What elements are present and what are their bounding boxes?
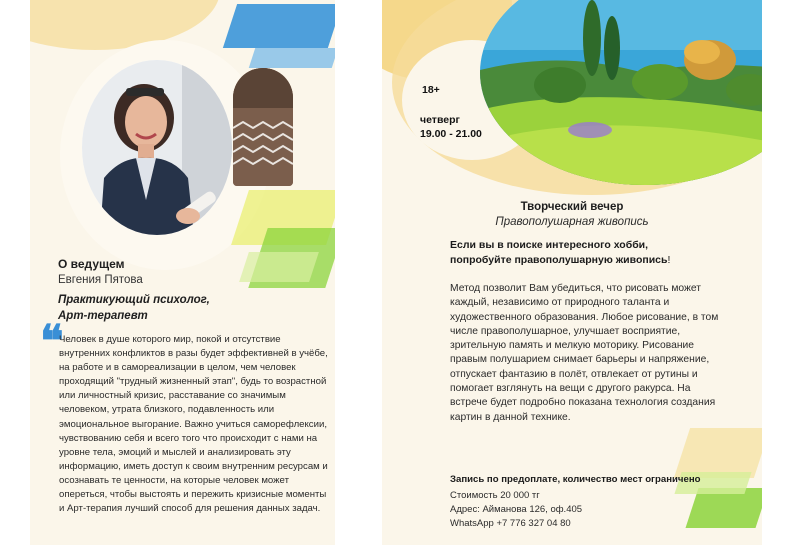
yellow-blob-top (30, 0, 220, 50)
lightgreen-brush-stroke (239, 252, 319, 282)
price: Стоимость 20 000 тг (450, 490, 540, 501)
event-day: четверг (420, 114, 460, 126)
blue-brush-stroke-2 (249, 48, 335, 68)
blue-brush-stroke (223, 4, 335, 48)
event-title: Творческий вечер (520, 201, 624, 213)
age-rating: 18+ (422, 84, 440, 96)
green-brush-bottom (686, 488, 762, 528)
event-time: 19.00 - 21.00 (420, 128, 482, 140)
host-photo (82, 60, 232, 235)
event-description: Метод позволит Вам убедиться, что рисовать может каждый, независимо от природного таланта и художественного образования. Любое рисование, в том числе правополушарное, улучшает восприятие, зрительную память и мелкую моторику. Рисование правым полушарием снимает барьеры и напряжение, отпускает фантазию в полёт, отвлекает от рутины и помогает взглянуть на вещи с другого ракурса. На встрече будет подробно показана технология создания картин в данной технике. (450, 283, 719, 423)
host-role-line-2: Арт-терапевт (58, 310, 148, 322)
event-subtitle: Правополушарная живопись (495, 216, 649, 228)
quote-icon: ❝ (40, 316, 64, 367)
lead-line-2: попробуйте правополушарную живопись (450, 254, 668, 266)
lead-line-2-tail: ! (667, 254, 671, 266)
host-role (58, 292, 298, 324)
address: Адрес: Айманова 126, оф.405 (450, 504, 583, 515)
event-page (382, 0, 762, 545)
host-heading: О ведущем (58, 257, 125, 271)
host-quote: Человек в душе которого мир, покой и отсутствие внутренних конфликтов в разы будет эффективней в учёбе, на работе и в самореализации в целом, чем человек проходящий "трудный жизненный этап", будь то возрастной или личностный кризис, расставание со значимым человеком, утрата близкого, подавленность или эмоциональное выгорание. Важно учиться саморефлексии, чувствованию себя и всего того что происходит с нами на уровне тела, эмоций и мыслей и анализировать эту информацию, иметь доступ к своим внутренним ресурсам и осознавать те ценности, на которые человек может опереться, чтобы выстоять и пережить кризисные моменты и Арт-терапия лучший способ для решения данных задач. (59, 334, 328, 515)
wall-artwork (233, 68, 293, 186)
lead-line-1: Если вы в поиске интересного хобби, (450, 239, 649, 251)
whatsapp-contact: WhatsApp +7 776 327 04 80 (450, 518, 571, 529)
host-page (30, 0, 335, 545)
lead-text (450, 238, 750, 268)
yellow-brush-bottom (674, 428, 762, 478)
host-role-line-1: Практикующий психолог, (58, 294, 210, 306)
booking-note: Запись по предоплате, количество мест ограничено (450, 474, 701, 485)
host-name: Евгения Пятова (58, 274, 143, 286)
